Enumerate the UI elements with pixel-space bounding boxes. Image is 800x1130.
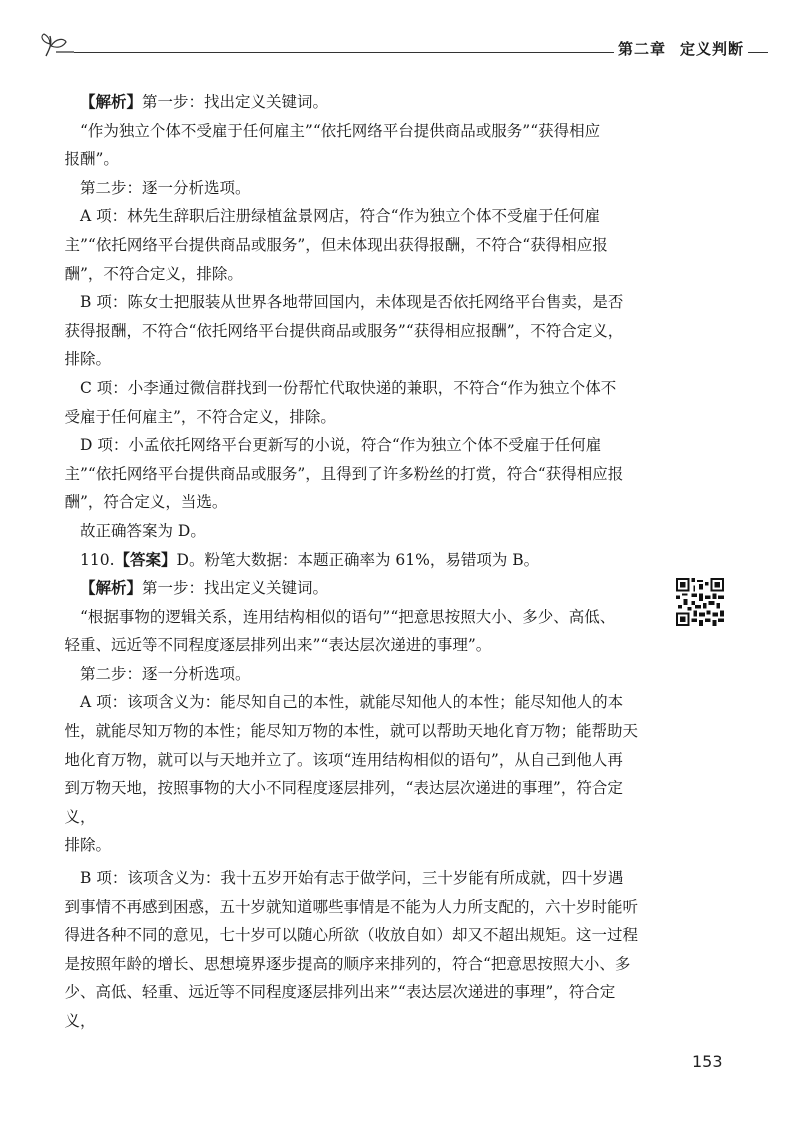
option-b-line-3: 排除。 (64, 350, 112, 369)
question-number: 110. (80, 550, 115, 569)
sprout-icon (38, 30, 78, 60)
option-a-line-3: 酬”，不符合定义，排除。 (64, 264, 243, 283)
answer-paragraph (80, 546, 640, 575)
header-title (618, 38, 744, 59)
option-a-line-2: 主”“依托网络平台提供商品或服务”，但未体现出获得报酬，不符合“获得相应报 (64, 235, 608, 254)
chapter-label: 第二章 (618, 40, 667, 58)
option-c-line-1: C 项：小李通过微信群找到一份帮忙代取快递的兼职，不符合“作为独立个体不 (80, 378, 617, 397)
keywords2-line-1: “根据事物的逻辑关系，连用结构相似的语句”“把意思按照大小、多少、高低、 (80, 607, 616, 626)
keywords2-line-2: 轻重、远近等不同程度逐层排列出来”“表达层次递进的事理”。 (64, 636, 492, 655)
analysis-paragraph (80, 88, 640, 117)
qr-code-icon[interactable] (676, 578, 724, 626)
page-body (64, 88, 640, 1036)
analysis-label: 【解析】 (80, 92, 143, 111)
option-b-line-2: 获得报酬，不符合“依托网络平台提供商品或服务”“获得相应报酬”，不符合定义， (64, 321, 624, 340)
keywords-line-1: “作为独立个体不受雇于任何雇主”“依托网络平台提供商品或服务”“获得相应 (80, 121, 601, 140)
page-number: 153 (692, 1052, 723, 1071)
option2-a-line-5: 排除。 (64, 836, 112, 855)
option-d-line-3: 酬”，符合定义，当选。 (64, 493, 228, 512)
analysis-label-2: 【解析】 (80, 578, 143, 598)
option2-a-line-4: 到万物天地，按照事物的大小不同程度逐层排列，“表达层次递进的事理”，符合定义， (64, 779, 623, 826)
option2-b-line-5: 少、高低、轻重、远近等不同程度逐层排列出来”“表达层次递进的事理”，符合定义， (64, 983, 616, 1030)
keywords-line-2: 报酬”。 (64, 150, 119, 169)
answer-label: 【答案】 (114, 549, 177, 569)
conclusion: 故正确答案为 D。 (80, 521, 206, 540)
option2-b-line-3: 得进各种不同的意见，七十岁可以随心所欲（收放自如）却又不超出规矩。这一过程 (64, 926, 639, 945)
option-b-line-1: B 项：陈女士把服装从世界各地带回国内，未体现是否依托网络平台售卖，是否 (80, 293, 624, 312)
option2-b-line-4: 是按照年龄的增长、思想境界逐步提高的顺序来排列的，符合“把意思按照大小、多 (64, 954, 631, 973)
section-label: 定义判断 (680, 40, 745, 58)
answer-text: D。粉笔大数据：本题正确率为 61%，易错项为 B。 (176, 550, 540, 569)
header-rule (74, 52, 614, 53)
option2-a-line-2: 性，就能尽知万物的本性；能尽知万物的本性，就可以帮助天地化育万物；能帮助天 (64, 722, 639, 741)
page-header (38, 30, 768, 64)
step-two-2: 第二步：逐一分析选项。 (80, 664, 251, 683)
option-a-line-1: A 项：林先生辞职后注册绿植盆景网店，符合“作为独立个体不受雇于任何雇 (80, 207, 601, 226)
option-d-line-1: D 项：小孟依托网络平台更新写的小说，符合“作为独立个体不受雇于任何雇 (80, 436, 602, 455)
option-d-line-2: 主”“依托网络平台提供商品或服务”，且得到了许多粉丝的打赏，符合“获得相应报 (64, 464, 624, 483)
step-two: 第二步：逐一分析选项。 (80, 178, 251, 197)
option2-a-line-3: 地化育万物，就可以与天地并立了。该项“连用结构相似的语句”，从自己到他人再 (64, 750, 623, 769)
header-rule-right (748, 52, 768, 53)
option2-b-line-2: 到事情不再感到困惑，五十岁就知道哪些事情是不能为人力所支配的，六十岁时能听 (64, 897, 639, 916)
option-c-line-2: 受雇于任何雇主”，不符合定义，排除。 (64, 407, 336, 426)
option2-a-line-1: A 项：该项含义为：能尽知自己的本性，就能尽知他人的本性；能尽知他人的本 (80, 693, 624, 712)
analysis-paragraph-2 (80, 574, 640, 603)
option2-b-line-1: B 项：该项含义为：我十五岁开始有志于做学问，三十岁能有所成就，四十岁遇 (80, 869, 624, 888)
analysis-text: 第一步：找出定义关键词。 (142, 93, 329, 111)
analysis-text-2: 第一步：找出定义关键词。 (142, 579, 329, 598)
